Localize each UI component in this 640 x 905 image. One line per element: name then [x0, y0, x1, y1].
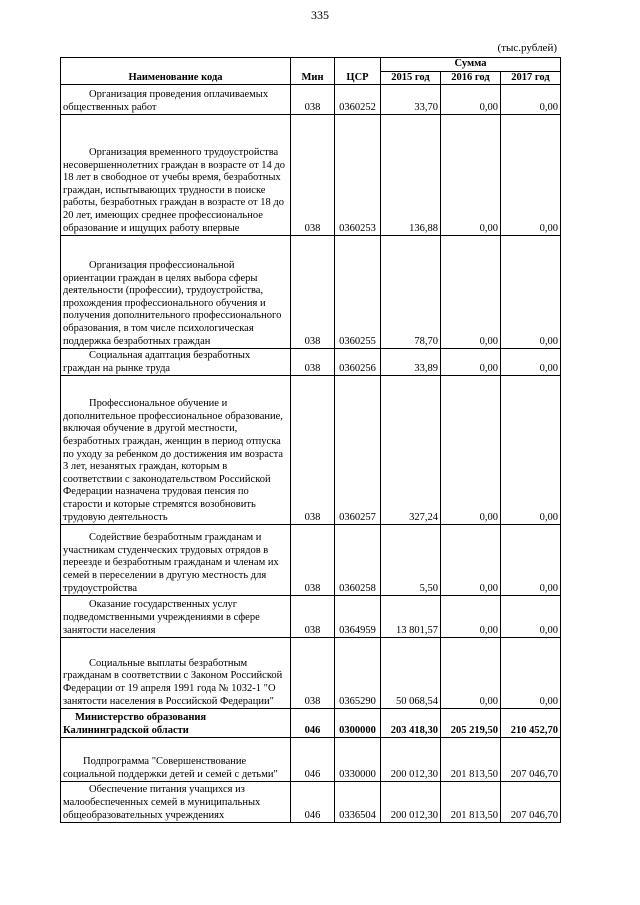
row-min: 038 [291, 596, 335, 638]
row-2017: 207 046,70 [501, 738, 561, 782]
row-2017: 0,00 [501, 349, 561, 376]
units-label: (тыс.рублей) [497, 42, 557, 54]
row-2017: 0,00 [501, 596, 561, 638]
row-name: Организация проведения оплачиваемых общественных работ [63, 89, 269, 113]
row-2016: 205 219,50 [441, 709, 501, 738]
row-csr: 0336504 [335, 782, 381, 823]
row-2017: 0,00 [501, 115, 561, 236]
row-min: 046 [291, 782, 335, 823]
row-2017: 210 452,70 [501, 709, 561, 738]
row-2015: 33,89 [381, 349, 441, 376]
row-2016: 0,00 [441, 596, 501, 638]
row-csr: 0360258 [335, 525, 381, 596]
row-csr: 0360252 [335, 85, 381, 115]
row-min: 038 [291, 85, 335, 115]
row-csr: 0365290 [335, 638, 381, 709]
budget-table [60, 57, 561, 823]
table-row [61, 709, 561, 738]
row-min: 038 [291, 115, 335, 236]
row-min: 038 [291, 376, 335, 525]
table-row [61, 85, 561, 115]
table-row [61, 596, 561, 638]
row-csr: 0360257 [335, 376, 381, 525]
row-csr: 0300000 [335, 709, 381, 738]
row-2015: 203 418,30 [381, 709, 441, 738]
row-name: Обеспечение питания учащихся из малообеспеченных семей в муниципальных общеобразовательных учреждениях [63, 784, 261, 821]
row-2015: 200 012,30 [381, 782, 441, 823]
row-csr: 0360256 [335, 349, 381, 376]
table-row [61, 115, 561, 236]
row-2016: 0,00 [441, 115, 501, 236]
table-row [61, 738, 561, 782]
table-row [61, 236, 561, 349]
row-2016: 0,00 [441, 236, 501, 349]
row-min: 038 [291, 236, 335, 349]
row-min: 046 [291, 709, 335, 738]
row-min: 038 [291, 638, 335, 709]
row-2015: 33,70 [381, 85, 441, 115]
row-2016: 0,00 [441, 525, 501, 596]
table-row [61, 525, 561, 596]
table-row [61, 638, 561, 709]
table-row [61, 782, 561, 823]
row-csr: 0360255 [335, 236, 381, 349]
row-2016: 0,00 [441, 85, 501, 115]
header-2016: 2016 год [441, 71, 501, 85]
table-row [61, 349, 561, 376]
header-csr: ЦСР [335, 58, 381, 85]
header-name: Наименование кода [61, 58, 291, 85]
row-name: Социальная адаптация безработных граждан на рынке труда [63, 350, 251, 374]
header-2015: 2015 год [381, 71, 441, 85]
row-name: Социальные выплаты безработным гражданам в соответствии с Законом Российской Федерации от 19 апреля 1991 года № 1032-1 "О занятости населения в Российской Федерации" [63, 657, 283, 707]
page-number: 335 [311, 8, 329, 22]
header-min: Мин [291, 58, 335, 85]
row-2016: 201 813,50 [441, 782, 501, 823]
row-2015: 136,88 [381, 115, 441, 236]
row-csr: 0330000 [335, 738, 381, 782]
row-2015: 5,50 [381, 525, 441, 596]
row-min: 038 [291, 525, 335, 596]
row-name: Профессиональное обучение и дополнительное профессиональное образование, включая обучение в другой местности, безработных граждан, женщин в период отпуска по уходу за ребенком до достижения им возраста 3 лет, незанятых граждан, которым в соответствии с законодательством Российской Федерации назначена трудовая пенсия по старости и которые стремятся возобновить трудовую деятельность [63, 398, 284, 523]
row-2015: 78,70 [381, 236, 441, 349]
row-name: Содействие безработным гражданам и участникам студенческих трудовых отрядов в переезде и безработным гражданам и членам их семей в переселении в другую местность для трудоустройства [63, 532, 279, 594]
row-2017: 207 046,70 [501, 782, 561, 823]
row-2015: 200 012,30 [381, 738, 441, 782]
table-row [61, 376, 561, 525]
row-min: 038 [291, 349, 335, 376]
row-min: 046 [291, 738, 335, 782]
row-name: Организация временного трудоустройства несовершеннолетних граждан в возрасте от 14 до 18 лет в свободное от учебы время, безработных граждан, испытывающих трудности в поиске работы, безработных граждан в возрасте от 18 до 20 лет, имеющих среднее профессиональное образование и ищущих работу впервые [63, 147, 286, 234]
header-2017: 2017 год [501, 71, 561, 85]
row-2015: 50 068,54 [381, 638, 441, 709]
row-2016: 0,00 [441, 376, 501, 525]
row-2015: 13 801,57 [381, 596, 441, 638]
row-2017: 0,00 [501, 525, 561, 596]
row-csr: 0360253 [335, 115, 381, 236]
row-2017: 0,00 [501, 85, 561, 115]
row-2016: 0,00 [441, 638, 501, 709]
row-2015: 327,24 [381, 376, 441, 525]
row-2017: 0,00 [501, 376, 561, 525]
row-name: Министерство образования Калининградской области [63, 712, 207, 736]
header-sum: Сумма [381, 58, 561, 72]
row-2016: 0,00 [441, 349, 501, 376]
row-csr: 0364959 [335, 596, 381, 638]
row-name: Подпрограмма "Совершенствование социальной поддержки детей и семей с детьми" [63, 756, 278, 780]
row-2017: 0,00 [501, 638, 561, 709]
row-2016: 201 813,50 [441, 738, 501, 782]
row-name: Организация профессиональной ориентации граждан в целях выбора сферы деятельности (профессии), трудоустройства, прохождения профессионального обучения и получения дополнительного профессионального образования, в том числе психологическая поддержка безработных граждан [63, 260, 282, 347]
row-2017: 0,00 [501, 236, 561, 349]
row-name: Оказание государственных услуг подведомственными учреждениями в сфере занятости населения [63, 599, 260, 636]
